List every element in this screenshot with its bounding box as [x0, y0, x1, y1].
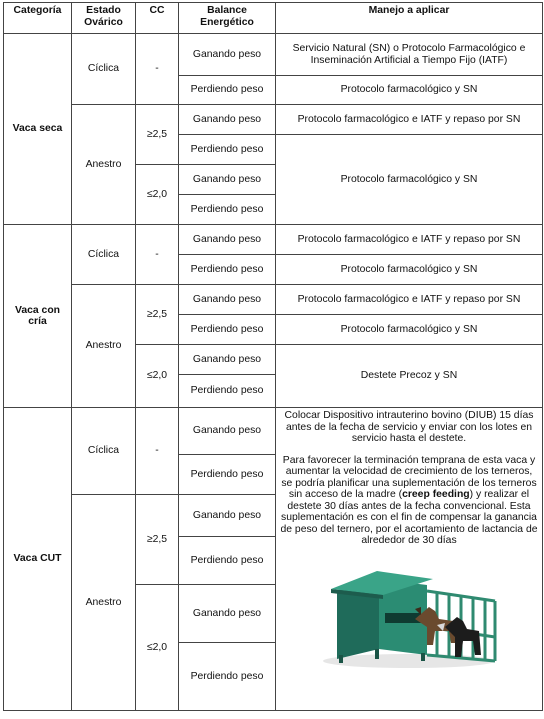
- balance-cell: Ganando peso: [179, 225, 276, 255]
- table-row: [4, 225, 543, 255]
- manejo-cell: Protocolo farmacológico e IATF y repaso por SN: [276, 285, 543, 315]
- table-row: [4, 105, 543, 135]
- cc-value: ≤2,0: [136, 585, 179, 711]
- balance-cell: Perdiendo peso: [179, 375, 276, 408]
- balance-cell: Perdiendo peso: [179, 643, 276, 711]
- manejo-cut-paragraph-2: [279, 455, 539, 547]
- balance-cell: Ganando peso: [179, 345, 276, 375]
- table-row: [4, 285, 543, 315]
- header-cc: CC: [136, 3, 179, 34]
- estado-anestro: Anestro: [72, 495, 136, 711]
- estado-anestro: Anestro: [72, 285, 136, 408]
- balance-cell: Ganando peso: [179, 495, 276, 537]
- cc-value: -: [136, 225, 179, 285]
- manejo-cell: Protocolo farmacológico y SN: [276, 135, 543, 225]
- category-vaca-seca: Vaca seca: [4, 34, 72, 225]
- manejo-cell: Protocolo farmacológico e IATF y repaso por SN: [276, 105, 543, 135]
- manejo-cell: Servicio Natural (SN) o Protocolo Farmacológico e Inseminación Artificial a Tiempo Fijo (IATF): [276, 34, 543, 76]
- manejo-cell: Destete Precoz y SN: [276, 345, 543, 408]
- balance-cell: Ganando peso: [179, 585, 276, 643]
- balance-cell: Ganando peso: [179, 34, 276, 76]
- cc-value: ≥2,5: [136, 495, 179, 585]
- estado-ciclica: Cíclica: [72, 34, 136, 105]
- creep-feeder-illustration: [317, 557, 501, 669]
- category-vaca-con-cria: Vaca con cría: [4, 225, 72, 408]
- balance-cell: Perdiendo peso: [179, 195, 276, 225]
- management-table: [3, 2, 543, 711]
- estado-ciclica: Cíclica: [72, 408, 136, 495]
- table-row: [4, 34, 543, 76]
- balance-cell: Perdiendo peso: [179, 315, 276, 345]
- cc-value: ≤2,0: [136, 345, 179, 408]
- creep-feeding-term: creep feeding: [402, 489, 470, 500]
- estado-anestro: Anestro: [72, 105, 136, 225]
- manejo-cell: Protocolo farmacológico e IATF y repaso por SN: [276, 225, 543, 255]
- balance-cell: Perdiendo peso: [179, 76, 276, 105]
- category-vaca-cut: Vaca CUT: [4, 408, 72, 711]
- header-row: [4, 3, 543, 34]
- header-manejo: Manejo a aplicar: [276, 3, 543, 34]
- manejo-cut-text: ) y realizar el destete 30 días antes de la fecha convencional. Esta suplementación es con el fin de compensar la ganancia de peso del ternero, por el acortamiento de lactancia de alrededor de 30 días: [280, 489, 538, 546]
- manejo-cut-text: Para favorecer la terminación temprana de esta vaca y aumentar la velocidad de crecimiento de los terneros, se podría planificar una suplementación de los terneros sin acceso de la madre (: [281, 454, 537, 500]
- header-categoria: Categoría: [4, 3, 72, 34]
- manejo-cell: Protocolo farmacológico y SN: [276, 315, 543, 345]
- balance-cell: Ganando peso: [179, 408, 276, 455]
- header-balance: Balance Energético: [179, 3, 276, 34]
- balance-cell: Perdiendo peso: [179, 537, 276, 585]
- manejo-cell: Protocolo farmacológico y SN: [276, 255, 543, 285]
- table-row: [4, 408, 543, 455]
- balance-cell: Ganando peso: [179, 165, 276, 195]
- manejo-cut-cell: [276, 408, 543, 711]
- manejo-cut-paragraph-1: Colocar Dispositivo intrauterino bovino (DIUB) 15 días antes de la fecha de servicio y enviar con los lotes en servicio hasta el destete.: [284, 410, 534, 444]
- cc-value: ≤2,0: [136, 165, 179, 225]
- estado-ciclica: Cíclica: [72, 225, 136, 285]
- cc-value: ≥2,5: [136, 105, 179, 165]
- cc-value: -: [136, 408, 179, 495]
- balance-cell: Ganando peso: [179, 285, 276, 315]
- cc-value: -: [136, 34, 179, 105]
- balance-cell: Ganando peso: [179, 105, 276, 135]
- manejo-cell: Protocolo farmacológico y SN: [276, 76, 543, 105]
- balance-cell: Perdiendo peso: [179, 135, 276, 165]
- balance-cell: Perdiendo peso: [179, 455, 276, 495]
- page: [3, 2, 543, 711]
- cc-value: ≥2,5: [136, 285, 179, 345]
- balance-cell: Perdiendo peso: [179, 255, 276, 285]
- header-estado-ovarico: Estado Ovárico: [72, 3, 136, 34]
